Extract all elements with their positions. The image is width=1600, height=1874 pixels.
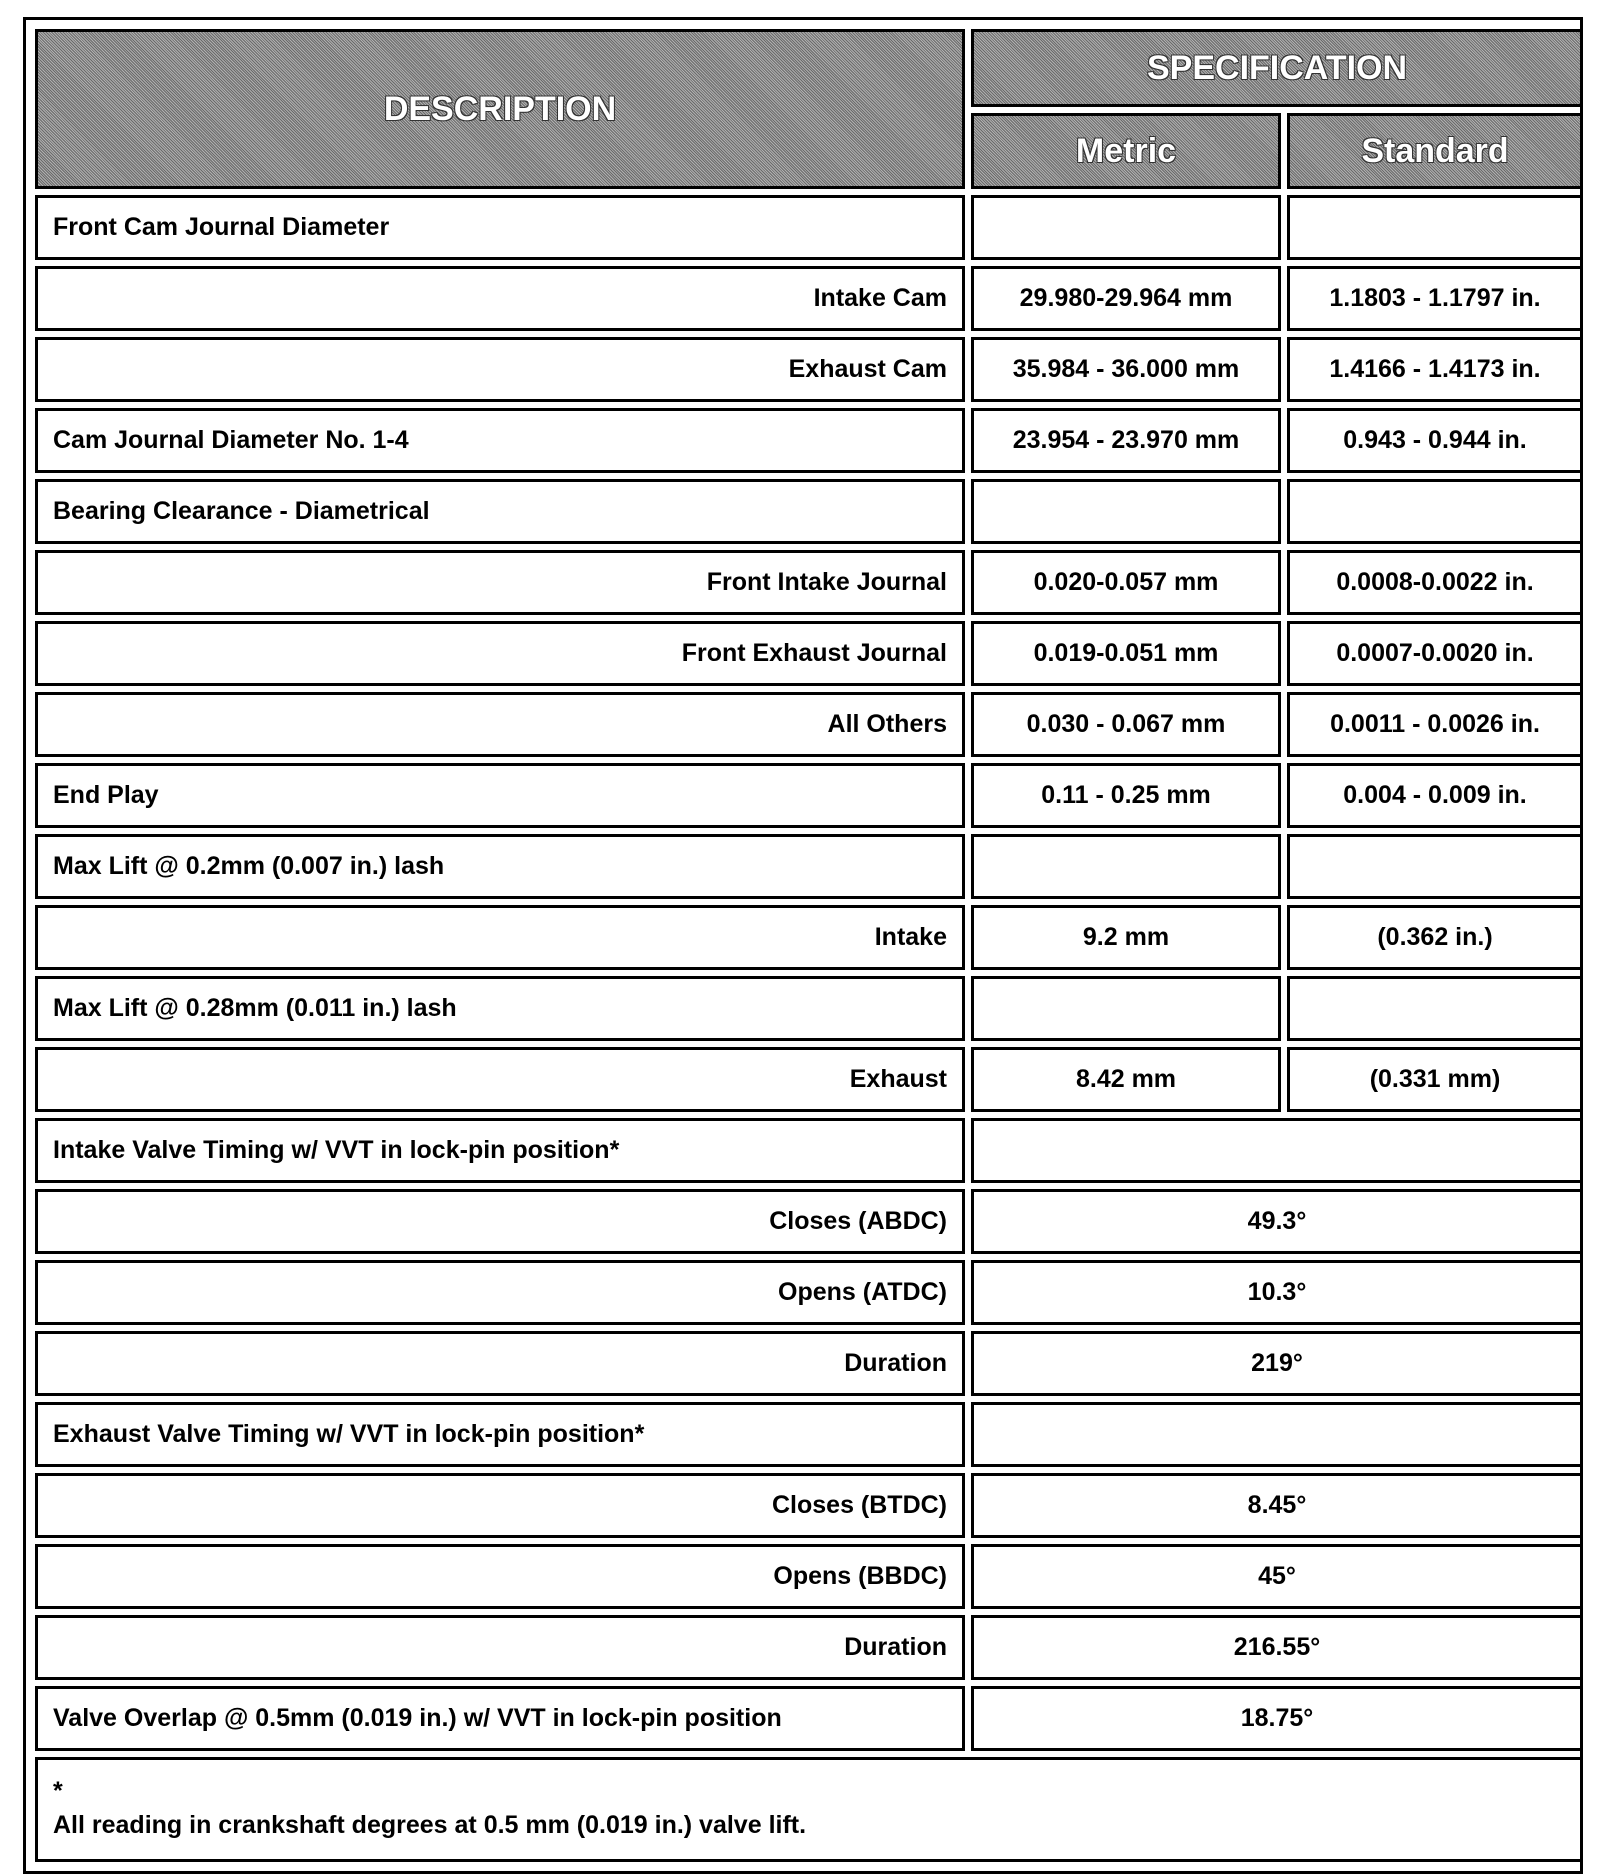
row-description: Closes (BTDC) xyxy=(35,1473,965,1538)
row-standard: 1.4166 - 1.4173 in. xyxy=(1287,337,1583,402)
row-metric: 35.984 - 36.000 mm xyxy=(971,337,1281,402)
table-row xyxy=(35,1402,1583,1467)
row-description: Exhaust Valve Timing w/ VVT in lock-pin position* xyxy=(35,1402,965,1467)
row-standard: 0.0008-0.0022 in. xyxy=(1287,550,1583,615)
table-row xyxy=(35,1473,1583,1538)
row-description: Exhaust xyxy=(35,1047,965,1112)
footnote-text: All reading in crankshaft degrees at 0.5 mm (0.019 in.) valve lift. xyxy=(53,1811,807,1839)
row-description: Duration xyxy=(35,1615,965,1680)
table-row xyxy=(35,479,1583,544)
row-metric: 9.2 mm xyxy=(971,905,1281,970)
row-standard: (0.331 mm) xyxy=(1287,1047,1583,1112)
row-specification xyxy=(971,1118,1583,1183)
row-specification: 18.75° xyxy=(971,1686,1583,1751)
header-metric: Metric xyxy=(971,113,1281,189)
row-standard: 0.0007-0.0020 in. xyxy=(1287,621,1583,686)
table-row xyxy=(35,195,1583,260)
table-row xyxy=(35,550,1583,615)
table-row xyxy=(35,834,1583,899)
row-specification: 216.55° xyxy=(971,1615,1583,1680)
table-row xyxy=(35,1260,1583,1325)
row-standard xyxy=(1287,195,1583,260)
row-standard xyxy=(1287,834,1583,899)
row-metric xyxy=(971,479,1281,544)
row-description: Closes (ABDC) xyxy=(35,1189,965,1254)
row-specification: 10.3° xyxy=(971,1260,1583,1325)
row-description: Front Cam Journal Diameter xyxy=(35,195,965,260)
row-specification: 8.45° xyxy=(971,1473,1583,1538)
row-description: Intake Cam xyxy=(35,266,965,331)
row-metric xyxy=(971,195,1281,260)
row-metric: 8.42 mm xyxy=(971,1047,1281,1112)
row-description: Intake xyxy=(35,905,965,970)
row-description: Bearing Clearance - Diametrical xyxy=(35,479,965,544)
row-metric: 23.954 - 23.970 mm xyxy=(971,408,1281,473)
row-standard: 1.1803 - 1.1797 in. xyxy=(1287,266,1583,331)
row-specification: 219° xyxy=(971,1331,1583,1396)
header-standard: Standard xyxy=(1287,113,1583,189)
spec-table-frame xyxy=(23,17,1583,1874)
row-metric: 0.11 - 0.25 mm xyxy=(971,763,1281,828)
row-description: All Others xyxy=(35,692,965,757)
header-specification: SPECIFICATION xyxy=(971,29,1583,107)
row-description: Duration xyxy=(35,1331,965,1396)
table-row xyxy=(35,408,1583,473)
row-specification: 49.3° xyxy=(971,1189,1583,1254)
table-row xyxy=(35,1118,1583,1183)
row-description: Front Exhaust Journal xyxy=(35,621,965,686)
row-metric: 0.030 - 0.067 mm xyxy=(971,692,1281,757)
row-standard: (0.362 in.) xyxy=(1287,905,1583,970)
table-row xyxy=(35,1189,1583,1254)
row-standard: 0.943 - 0.944 in. xyxy=(1287,408,1583,473)
header-description: DESCRIPTION xyxy=(35,29,965,189)
row-standard xyxy=(1287,976,1583,1041)
row-metric xyxy=(971,834,1281,899)
row-description: Max Lift @ 0.28mm (0.011 in.) lash xyxy=(35,976,965,1041)
footnote-marker: * xyxy=(53,1777,63,1805)
row-specification: 45° xyxy=(971,1544,1583,1609)
table-row xyxy=(35,1615,1583,1680)
row-metric xyxy=(971,976,1281,1041)
table-row xyxy=(35,1686,1583,1751)
table-row xyxy=(35,976,1583,1041)
row-metric: 0.019-0.051 mm xyxy=(971,621,1281,686)
table-row xyxy=(35,621,1583,686)
row-description: Exhaust Cam xyxy=(35,337,965,402)
row-metric: 29.980-29.964 mm xyxy=(971,266,1281,331)
table-row xyxy=(35,1544,1583,1609)
footnote xyxy=(35,1757,1583,1862)
row-description: Valve Overlap @ 0.5mm (0.019 in.) w/ VVT in lock-pin position xyxy=(35,1686,965,1751)
table-row xyxy=(35,1331,1583,1396)
row-description: Opens (ATDC) xyxy=(35,1260,965,1325)
table-row xyxy=(35,337,1583,402)
table-row xyxy=(35,1047,1583,1112)
camshaft-spec-table xyxy=(29,23,1589,1868)
row-description: Intake Valve Timing w/ VVT in lock-pin position* xyxy=(35,1118,965,1183)
table-row xyxy=(35,905,1583,970)
row-description: Front Intake Journal xyxy=(35,550,965,615)
row-standard: 0.004 - 0.009 in. xyxy=(1287,763,1583,828)
table-row xyxy=(35,692,1583,757)
table-row xyxy=(35,266,1583,331)
row-description: Opens (BBDC) xyxy=(35,1544,965,1609)
row-description: Cam Journal Diameter No. 1-4 xyxy=(35,408,965,473)
row-metric: 0.020-0.057 mm xyxy=(971,550,1281,615)
row-specification xyxy=(971,1402,1583,1467)
row-description: Max Lift @ 0.2mm (0.007 in.) lash xyxy=(35,834,965,899)
row-description: End Play xyxy=(35,763,965,828)
row-standard: 0.0011 - 0.0026 in. xyxy=(1287,692,1583,757)
table-row xyxy=(35,763,1583,828)
row-standard xyxy=(1287,479,1583,544)
